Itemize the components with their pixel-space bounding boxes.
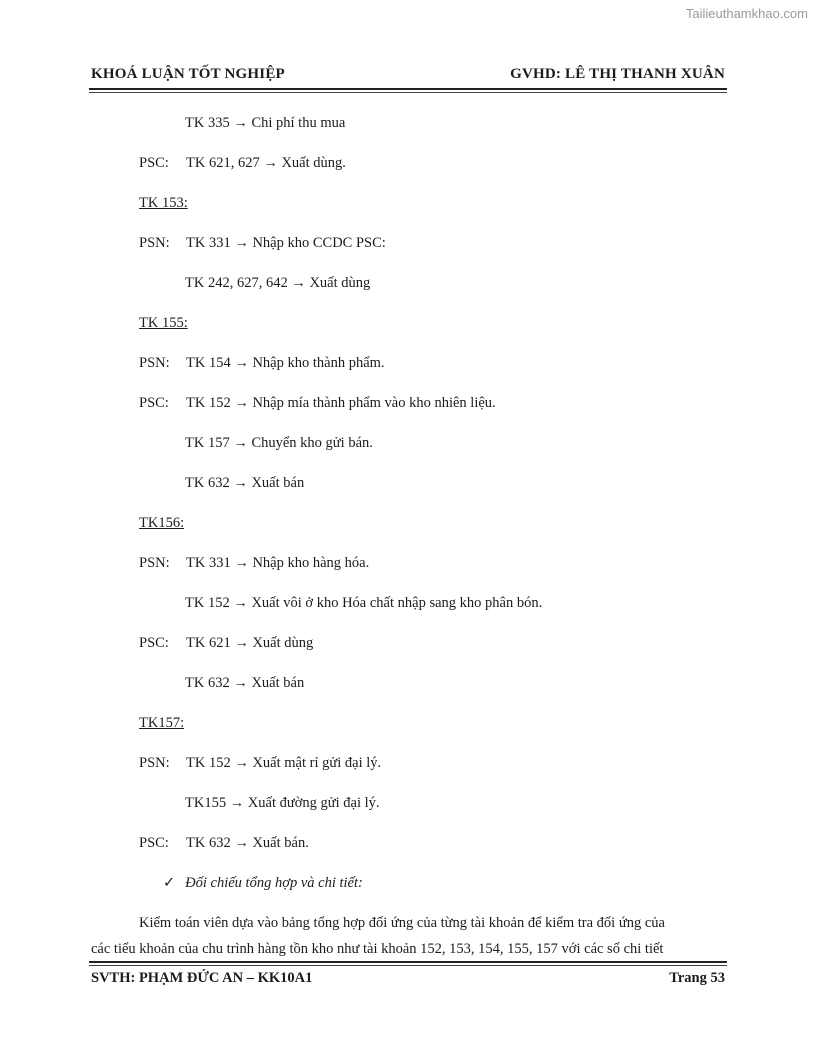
entry-line xyxy=(139,555,369,572)
footer-rule-thin xyxy=(89,965,727,966)
entry-line: TK 632 → Xuất bán xyxy=(185,675,305,691)
page-footer xyxy=(91,970,725,987)
header-advisor: GVHD: LÊ THỊ THANH XUÂN xyxy=(510,66,725,82)
page-number: Trang 53 xyxy=(669,970,725,986)
entry-line: TK155 → Xuất đường gửi đại lý. xyxy=(185,795,380,811)
entry-text: TK 331 → Nhập kho hàng hóa. xyxy=(186,555,370,571)
entry-text: TK 621, 627 → Xuất dùng. xyxy=(186,155,346,171)
footer-rule xyxy=(89,961,727,963)
entry-label: PSC: xyxy=(139,155,169,171)
entry-line: TK 335 → Chi phí thu mua xyxy=(185,115,346,131)
entry-label: PSN: xyxy=(139,555,170,571)
watermark: Tailieuthamkhao.com xyxy=(685,6,808,21)
entry-line: TK 157 → Chuyển kho gửi bán. xyxy=(185,435,373,451)
entry-label: PSN: xyxy=(139,235,170,251)
subsection-heading xyxy=(163,875,363,892)
entry-line: TK 242, 627, 642 → Xuất dùng xyxy=(185,275,371,291)
section-heading: TK157: xyxy=(139,715,185,731)
paragraph-line: Kiểm toán viên dựa vào bảng tổng hợp đối ứng của từng tài khoản để kiểm tra đối ứng của xyxy=(139,915,665,931)
entry-text: TK 621 → Xuất dùng xyxy=(186,635,314,651)
entry-line xyxy=(139,355,385,372)
section-heading: TK 153: xyxy=(139,195,188,211)
entry-line xyxy=(139,835,309,852)
entry-text: TK 152 → Xuất mật rỉ gửi đại lý. xyxy=(186,755,382,771)
entry-label: PSC: xyxy=(139,835,169,851)
entry-text: TK 632 → Xuất bán. xyxy=(186,835,309,851)
section-heading: TK156: xyxy=(139,515,185,531)
entry-line xyxy=(139,155,346,172)
entry-line: TK 152 → Xuất vôi ở kho Hóa chất nhập sang kho phân bón. xyxy=(185,595,543,611)
entry-line xyxy=(139,235,386,252)
subsection-text: Đối chiếu tổng hợp và chi tiết: xyxy=(185,875,363,891)
entry-line xyxy=(139,635,313,652)
section-heading: TK 155: xyxy=(139,315,188,331)
entry-label: PSC: xyxy=(139,395,169,411)
footer-author: SVTH: PHẠM ĐỨC AN – KK10A1 xyxy=(91,970,313,986)
entry-line xyxy=(139,755,381,772)
entry-text: TK 154 → Nhập kho thành phẩm. xyxy=(186,355,385,371)
header-title: KHOÁ LUẬN TỐT NGHIỆP xyxy=(91,66,285,82)
paragraph-line: các tiểu khoản của chu trình hàng tồn kho như tài khoản 152, 153, 154, 155, 157 với các sổ chi tiết xyxy=(91,941,664,957)
entry-text: TK 152 → Nhập mía thành phẩm vào kho nhiên liệu. xyxy=(186,395,496,411)
entry-label: PSC: xyxy=(139,635,169,651)
entry-line xyxy=(139,395,496,412)
entry-text: TK 331 → Nhập kho CCDC PSC: xyxy=(186,235,386,251)
entry-line: TK 632 → Xuất bán xyxy=(185,475,305,491)
entry-label: PSN: xyxy=(139,355,170,371)
entry-label: PSN: xyxy=(139,755,170,771)
checkmark-icon: ✓ xyxy=(163,875,176,891)
